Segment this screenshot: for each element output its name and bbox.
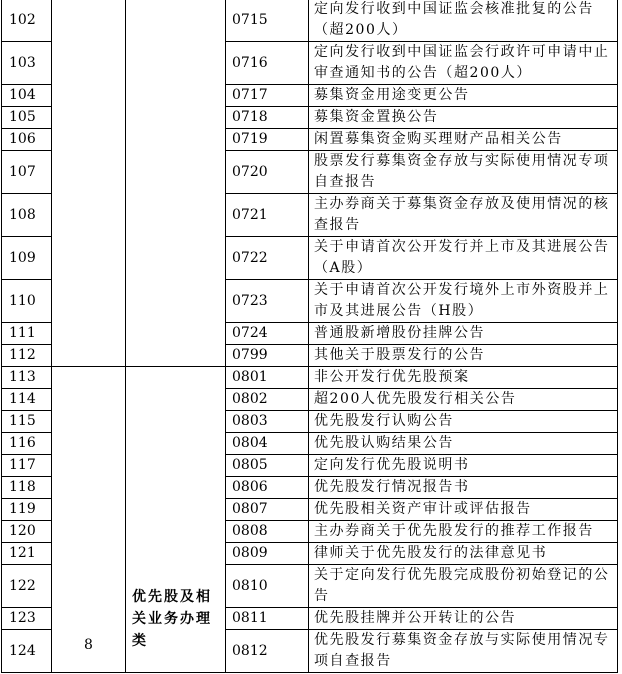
announcement-code: 0801	[226, 367, 309, 389]
announcement-code: 0720	[226, 151, 309, 194]
row-number: 119	[2, 499, 52, 521]
announcement-description: 关于申请首次公开发行并上市及其进展公告（A股）	[309, 237, 618, 280]
announcement-description: 主办券商关于募集资金存放及使用情况的核查报告	[309, 194, 618, 237]
announcement-code: 0805	[226, 455, 309, 477]
row-number: 109	[2, 237, 52, 280]
announcement-code: 0802	[226, 389, 309, 411]
row-number: 107	[2, 151, 52, 194]
row-number: 103	[2, 42, 52, 85]
announcement-description: 闲置募集资金购买理财产品相关公告	[309, 129, 618, 151]
row-number: 113	[2, 367, 52, 389]
announcement-description: 关于申请首次公开发行境外上市外资股并上市及其进展公告（H股）	[309, 280, 618, 323]
category-number	[52, 0, 126, 367]
row-number: 108	[2, 194, 52, 237]
row-number: 112	[2, 345, 52, 367]
announcement-description: 超200人优先股发行相关公告	[309, 389, 618, 411]
announcement-code: 0715	[226, 0, 309, 42]
announcement-description: 关于定向发行优先股完成股份初始登记的公告	[309, 565, 618, 608]
announcement-description: 募集资金用途变更公告	[309, 85, 618, 107]
row-number: 102	[2, 0, 52, 42]
announcement-description: 优先股认购结果公告	[309, 433, 618, 455]
category-number: 8	[52, 367, 126, 673]
announcement-description: 优先股发行认购公告	[309, 411, 618, 433]
row-number: 111	[2, 323, 52, 345]
category-name	[126, 0, 226, 367]
row-number: 110	[2, 280, 52, 323]
category-name: 优先股及相关业务办理类	[126, 367, 226, 673]
announcement-code: 0723	[226, 280, 309, 323]
table-body	[2, 0, 618, 673]
row-number: 115	[2, 411, 52, 433]
announcement-description: 募集资金置换公告	[309, 107, 618, 129]
announcement-description: 优先股挂牌并公开转让的公告	[309, 608, 618, 630]
announcement-description: 股票发行募集资金存放与实际使用情况专项自查报告	[309, 151, 618, 194]
announcement-code: 0807	[226, 499, 309, 521]
announcement-description: 定向发行收到中国证监会行政许可申请中止审查通知书的公告（超200人）	[309, 42, 618, 85]
row-number: 123	[2, 608, 52, 630]
announcement-description: 优先股相关资产审计或评估报告	[309, 499, 618, 521]
announcement-code: 0717	[226, 85, 309, 107]
announcement-description: 定向发行收到中国证监会核准批复的公告（超200人）	[309, 0, 618, 42]
announcement-description: 律师关于优先股发行的法律意见书	[309, 543, 618, 565]
row-number: 122	[2, 565, 52, 608]
announcement-code: 0724	[226, 323, 309, 345]
announcement-description: 非公开发行优先股预案	[309, 367, 618, 389]
announcement-code: 0811	[226, 608, 309, 630]
announcement-code: 0718	[226, 107, 309, 129]
announcement-code-table	[1, 0, 618, 673]
announcement-code: 0799	[226, 345, 309, 367]
announcement-code: 0716	[226, 42, 309, 85]
table-row	[2, 367, 618, 389]
row-number: 121	[2, 543, 52, 565]
announcement-code: 0806	[226, 477, 309, 499]
row-number: 106	[2, 129, 52, 151]
announcement-code: 0810	[226, 565, 309, 608]
row-number: 124	[2, 630, 52, 673]
announcement-description: 主办券商关于优先股发行的推荐工作报告	[309, 521, 618, 543]
announcement-code: 0719	[226, 129, 309, 151]
announcement-code: 0721	[226, 194, 309, 237]
announcement-description: 优先股发行情况报告书	[309, 477, 618, 499]
announcement-code: 0808	[226, 521, 309, 543]
announcement-description: 普通股新增股份挂牌公告	[309, 323, 618, 345]
row-number: 118	[2, 477, 52, 499]
row-number: 114	[2, 389, 52, 411]
announcement-description: 其他关于股票发行的公告	[309, 345, 618, 367]
announcement-code: 0812	[226, 630, 309, 673]
row-number: 104	[2, 85, 52, 107]
table-row	[2, 0, 618, 42]
row-number: 116	[2, 433, 52, 455]
row-number: 117	[2, 455, 52, 477]
announcement-code: 0809	[226, 543, 309, 565]
announcement-code: 0804	[226, 433, 309, 455]
announcement-description: 优先股发行募集资金存放与实际使用情况专项自查报告	[309, 630, 618, 673]
row-number: 120	[2, 521, 52, 543]
announcement-code: 0722	[226, 237, 309, 280]
announcement-description: 定向发行优先股说明书	[309, 455, 618, 477]
row-number: 105	[2, 107, 52, 129]
announcement-code: 0803	[226, 411, 309, 433]
